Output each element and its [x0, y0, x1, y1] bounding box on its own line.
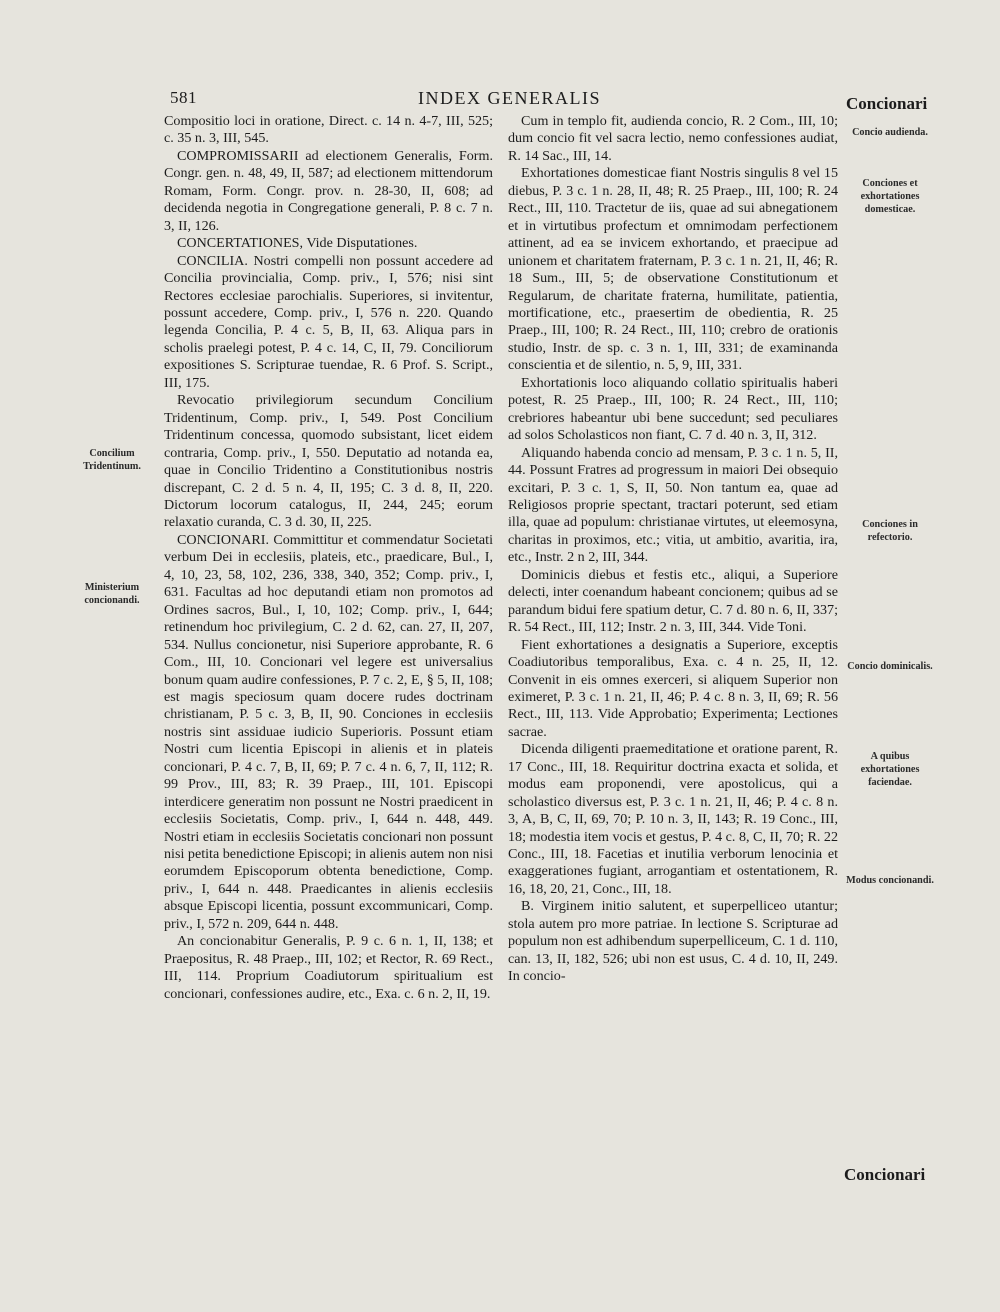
entry-concertationes: CONCERTATIONES, Vide Disputationes.	[177, 235, 418, 252]
margin-note-concio-audienda: Concio audienda.	[852, 127, 928, 138]
entry-concilia: CONCILIA. Nostri compelli non possunt accedere ad Concilia provincialia, Comp. priv., I, 576; nisi sint Rectores ecclesiae parochialis. Superiores, si invitentur, possunt accedere, Comp. priv., I, 576 n. 220. Quando legenda Concilia, P. 4 c. 5, B, II, 63. Aliqua pars in scholis praelegi potest, P. 4 c. 14, C, II, 79. Conciliorum expositiones S. Scripturae tuendae, R. 6 Prof. S. Script., III, 175.	[164, 252, 493, 391]
entry-concionari: CONCIONARI. Committitur et commendatur Societati verbum Dei in ecclesiis, plateis, etc., praedicare, Bul., I, 4, 10, 23, 58, 102, 236, 338, 340, 352; Comp. priv., I, 631. Facultas ad hoc deputandi etiam non promotos ad Ordines sacros, Bul., I, 10, 102; Comp. priv., I, 644; retinendum hoc privilegium, C. 2 d. 62, can. 27, II, 207, 534. Nullus concionetur, nisi Superiore approbante, R. 6 Com., III, 10. Concionari vel legere est universalius bonum quam audire confessiones, P. 7 c. 2, E, § 5, II, 108; est magis speciosum quam docere rudes doctrinam christianam, P. 5 c. 3, B, II, 90. Conciones in ecclesiis nostris sint assiduae iudicio Superioris. Possunt etiam Nostri cum licentia Episcopi in alienis et in plateis concionari, P. 4 c. 7, B, II, 69; P. 7 c. 4 n. 6, 7, II, 112; R. 99 Prov., III, 83; R. 39 Praep., III, 101. Episcopi interdicere generatim non possunt ne Nostri praedicent in ecclesiis Societatis, Comp. priv., I, 644 n. 448, 449. Nostri etiam in ecclesiis Societatis concionari non possunt nisi petita benedictione Episcopi; in alienis autem non nisi eorumdem Episcoporum obtenta benedictione, Comp. priv., I, 644 n. 448. Praedicantes in alienis ecclesiis absque Episcopi licentia, possunt excommunicari, Comp. priv., I, 572 n. 209, 644 n. 448.	[164, 531, 493, 932]
entry-compromissarii: COMPROMISSARII ad electionem Generalis, Form. Congr. gen. n. 48, 49, II, 587; ad electionem mittendorum Romam, Form. Congr. prov. n. 28-30, II, 608; ad decidenda negotia in Congregatione generali, P. 8 c. 7 n. 3, II, 126.	[164, 147, 493, 234]
entry-b-virginem: B. Virginem initio salutent, et superpelliceo utantur; stola autem pro more patriae. In lectione S. Scripturae ad populum non est adhibendum superpelliceum, C. 1 d. 110, can. 13, II, 182, 526; ubi non est usus, C. 4 d. 10, II, 249. In concio-	[508, 898, 838, 985]
entry-concilium-tridentinum: Revocatio privilegiorum secundum Concilium Tridentinum, Comp. priv., I, 549. Post Concilium Tridentinum concessa, quomodo subsistant, licet eidem contraria, Comp. priv., I, 550. Deputatio ad notanda ea, quae in Concilio Tridentino a Constitutionibus nostris discrepant, C. 2 d. 5 n. 4, II, 195; C. 3 d. 8, II, 220. Dictorum locorum catalogus, II, 244, 245; eorum relaxatio curanda, C. 3 d. 30, II, 225.	[164, 392, 493, 531]
entry-audienda-concio: Cum in templo fit, audienda concio, R. 2 Com., III, 10; dum concio fit vel sacra lectio, nemo confessiones audiat, R. 14 Sac., III, 14.	[508, 113, 838, 164]
bleed-through-mark	[70, 258, 150, 288]
entry-compositio: Compositio loci in oratione, Direct. c. 14 n. 4-7, III, 525; c. 35 n. 3, III, 545.	[164, 113, 493, 147]
margin-note-ministerium-concionandi: Ministerium concionandi.	[84, 582, 140, 606]
margin-note-a-quibus: A quibus exhortationes faciendae.	[860, 751, 920, 788]
catchword: Concionari	[844, 1165, 926, 1184]
left-column	[164, 113, 493, 1003]
entry-fient-exhortationes: Fient exhortationes a designatis a Superiore, exceptis Coadiutoribus temporalibus, Exa. c. 4 n. 25, II, 12. Convenit in eis omnes exerceri, si aliquem Superior non eximeret, P. 3 c. 1 n. 21, II, 46; P. 4 c. 8 n. 3, II, 69; R. 56 Rect., III, 113. Vide Approbatio; Experimenta; Lectiones sacrae.	[508, 636, 838, 740]
margin-note-concio-dominicalis: Concio dominicalis.	[847, 661, 933, 672]
right-column	[508, 113, 838, 986]
page-title: INDEX GENERALIS	[418, 88, 601, 108]
entry-concionabitur: An concionabitur Generalis, P. 9 c. 6 n. 1, II, 138; et Praepositus, R. 48 Praep., III, 102; et Rector, R. 69 Rect., III, 114. Proprium Coadiutorum spiritualium est concionari, confessiones audire, etc., Exa. c. 6 n. 2, II, 19.	[164, 933, 493, 1002]
margin-note-conciones-refectorio: Conciones in refectorio.	[862, 519, 918, 543]
margin-note-modus-concionandi: Modus concionandi.	[846, 875, 934, 886]
page-number: 581	[170, 88, 197, 107]
margin-note-concilium-tridentinum: Concilium Tridentinum.	[83, 448, 141, 472]
running-head: Concionari	[846, 94, 928, 113]
entry-collatio-spiritualis: Exhortationis loco aliquando collatio spiritualis haberi potest, R. 25 Praep., III, 100; R. 24 Rect., III, 110; crebriores habeantur ubi bene succedunt; sed peculiares ad solos Scholasticos non fiant, C. 7 d. 40 n. 3, II, 312.	[508, 374, 838, 444]
entry-exhortationes-domesticae: Exhortationes domesticae fiant Nostris singulis 8 vel 15 diebus, P. 3 c. 1 n. 28, II, 48; R. 25 Praep., III, 100; R. 24 Rect., III, 110. Tractetur de iis, quae ad sui abnegationem et in virtutibus profectum et omnimodam perfectionem attinent, ad ea se invicem exhortando, et praecipue ad unionem et charitatem fraternam, P. 3 c. 1 n. 21, II, 46; R. 18 Sum., III, 5; de observatione Constitutionum et Regularum, de charitate fraterna, humilitate, patientia, mortificatione, etc., praesertim de obedientia, R. 25 Praep., III, 100; R. 24 Rect., III, 110; crebro de orationis studio, Instr. de sp. c. 3 n. 1, III, 331; de examinanda conscientia et de silentio, n. 5, 9, III, 331.	[508, 165, 838, 374]
entry-dominicis-diebus: Dominicis diebus et festis etc., aliqui, a Superiore delecti, inter coenandum habeant concionem; quibus ad se parandum bidui fere spatium detur, C. 7 d. 80 n. 6, II, 337; R. 54 Rect., III, 112; Instr. 2 n. 3, III, 344. Vide Toni.	[508, 566, 838, 636]
margin-note-conciones-domesticae: Conciones et exhortationes domesticae.	[860, 178, 920, 215]
entry-concio-ad-mensam: Aliquando habenda concio ad mensam, P. 3 c. 1 n. 5, II, 44. Possunt Fratres ad progressum in maiori Dei obsequio excitari, P. 3 c. 1, S, II, 50. Non tantum ea, quae ad Religiosos proprie spectant, tractari poterunt, sed etiam illa, quae ad populum: christianae virtutes, ut eleemosyna, charitas in proximos, etc.; vitia, ut ambitio, avaritia, ira, etc., Instr. 2 n 2, III, 344.	[508, 444, 838, 566]
entry-dicenda: Dicenda diligenti praemeditatione et oratione parent, R. 17 Conc., III, 18. Requiritur doctrina exacta et solida, et modus eam proponendi, vere apostolicus, qui a scholastico diversus est, P. 3 c. 1 n. 21, II, 46; P. 4 c. 8 n. 3, A, B, C, II, 69, 70; P. 10 n. 3, II, 143; R. 19 Conc., III, 18; modestia item vocis et gestus, P. 4 c. 8, C, II, 70; R. 22 Conc., III, 18. Facetias et inutilia verborum lenocinia et exaggerationes fugiant, arrogantiam et ostentationem, R. 16, 18, 20, 21, Conc., III, 18.	[508, 741, 839, 897]
